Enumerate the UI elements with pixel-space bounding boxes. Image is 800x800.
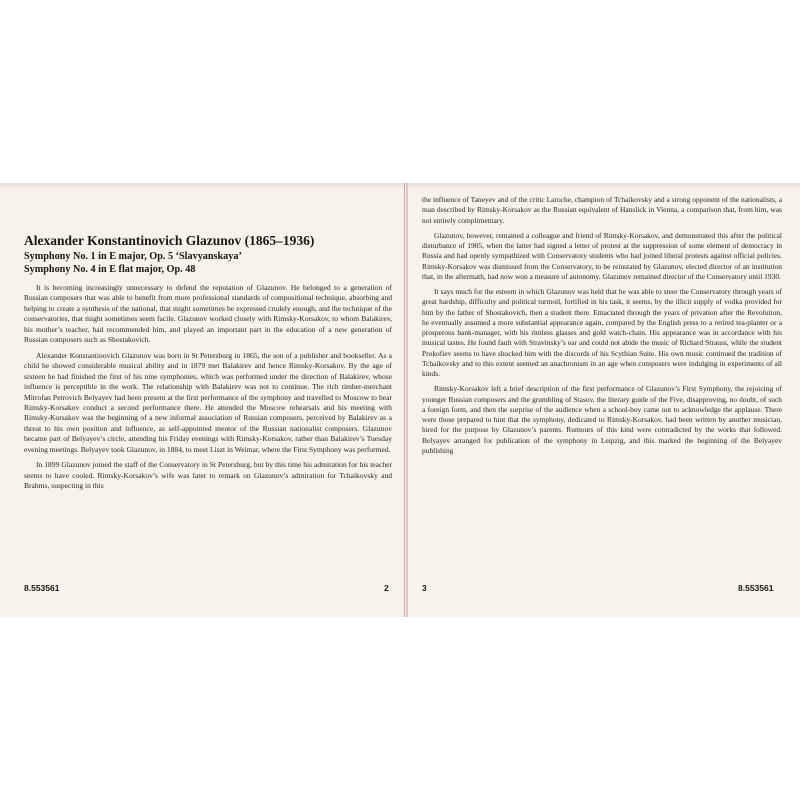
left-paragraph-2: Alexander Konstantinovich Glazunov was born in St Petersburg in 1865, the son of a publisher and bookseller. As a child he showed considerable musical ability and in 1879 met Balakirev and hence Rimsky-Korsakov. By the age of sixteen he had finished the first of his nine symphonies, which was performed under the direction of Balakirev, whose influence is perceptible in the work. The relationship with Balakirev was not to continue. The rich timber-merchant Mitrofan Petrovich Belyayev had been present at the first performance of the symphony and travelled to Moscow to hear Rimsky-Korsakov conduct a second performance there. He attended the Moscow rehearsals and his meeting with Rimsky-Korsakov was the beginning of a new informal association of Russian composers, perceived by Balakirev as a threat to his own position and influence, as self-appointed mentor of the Russian nationalist composers. Glazunov became part of Belyayev’s circle, attending his Friday evenings with Rimsky-Korsakov, rather than Balakirev’s Tuesday evening meetings. Belyayev took Glazunov, in 1884, to meet Liszt in Weimar, where the First Symphony was performed. (24, 350, 392, 454)
right-catalogue-number: 8.553561 (738, 583, 774, 593)
subtitle-symphony-1: Symphony No. 1 in E major, Op. 5 ‘Slavyanskaya’ (24, 251, 242, 262)
subtitle-symphony-4: Symphony No. 4 in E flat major, Op. 48 (24, 263, 196, 275)
right-page-number: 3 (422, 583, 427, 593)
page-fold-edge (404, 183, 405, 617)
left-catalogue-number: 8.553561 (24, 583, 60, 593)
right-paragraph-2: Glazunov, however, remained a colleague and friend of Rimsky-Korsakov, and demonstrated this after the political disturbance of 1905, when the latter had signed a letter of protest at the suppression of some element of democracy in Russia and had openly sympathized with Conservatory students who had joined liberal protests against official policies. Rimsky-Korsakov was dismissed from the Conservatory, to be reinstated by Glazunov, elected director of an institution that, in the aftermath, had now won a measure of autonomy. Glazunov remained director of the Conservatory until 1930. (422, 230, 782, 281)
left-page (24, 232, 392, 497)
subtitles (24, 251, 392, 276)
right-paragraph-3: It says much for the esteem in which Glazunov was held that he was able to steer the Conservatory through years of great hardship, difficulty and political turmoil, fortified in his task, it seems, by the illicit supply of vodka provided for him by the father of Shostakovich, then a student there. Emaciated through the years of privation after the Revolution, he eventually assumed a more substantial appearance again, compared by the English press to a retired tea-planter or a prosperous bank-manager, with his rimless glasses and gold watch-chain. His appearance was in accordance with his musical tastes. He found fault with Stravinsky’s ear and could not abide the music of Richard Strauss, while the student Prokofiev seems to have shocked him with the discords of his Scythian Suite. His own music continued the tradition of Tchaikovsky and to this extent seemed an anachronism in an age when composers were indulging in experiments of all kinds. (422, 287, 782, 378)
page-fold (406, 183, 408, 617)
left-paragraph-3: In 1899 Glazunov joined the staff of the Conservatory in St Petersburg, but by this time his admiration for his teacher seems to have cooled. Rimsky-Korsakov’s wife was later to remark on Glazunov’s admiration for Tchaikovsky and Brahms, suspecting in this (24, 460, 392, 491)
left-page-number: 2 (384, 583, 389, 593)
page-shadow (0, 183, 800, 189)
left-paragraph-1: It is becoming increasingly unnecessary to defend the reputation of Glazunov. He belonged to a generation of Russian composers that was able to benefit from more professional standards of compositional technique, absorbing and helping to create a synthesis of the national, that might sometimes be expressed crudely enough, and the technique of the conservatories, that might sometimes seem facile. Glazunov worked closely with Rimsky-Korsakov, to whom Balakirev, his mother’s teacher, had recommended him, and played an important part in the education of a new generation of Russian composers such as Shostakovich. (24, 283, 392, 345)
right-paragraph-1: the influence of Taneyev and of the critic Laroche, champion of Tchaikovsky and a strong opponent of the nationalists, a man described by Rimsky-Korsakov as the Russian equivalent of Hanslick in Vienna, a comparison that, from him, was not entirely complimentary. (422, 195, 782, 225)
right-page (422, 195, 782, 461)
right-paragraph-4: Rimsky-Korsakov left a brief description of the first performance of Glazunov’s First Symphony, the rejoicing of younger Russian composers and the grumbling of Stasov, the literary guide of the Five, disapproving, no doubt, of such a foreign form, and then the surprise of the audience when a school-boy came out to acknowledge the applause. There were those prepared to hint that the symphony, dedicated to Rimsky-Korsakov, had been written by another musician, hired for the purpose by Glazunov’s parents. Rumours of this kind were contradicted by the works that followed. Belyayev arranged for publication of the symphony in Leipzig, and this marked the beginning of the Belyayev publishing (422, 384, 782, 455)
page-heading: Alexander Konstantinovich Glazunov (1865–1936) (24, 233, 315, 248)
